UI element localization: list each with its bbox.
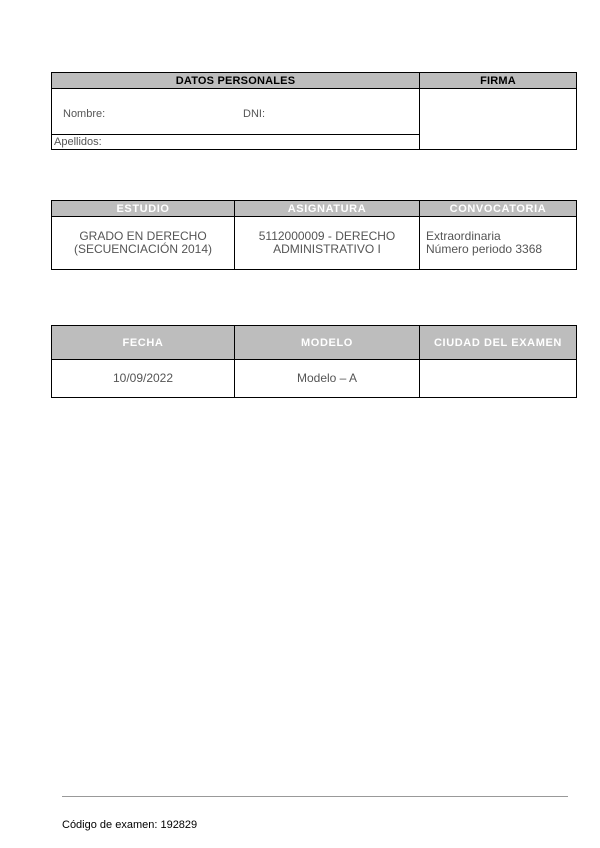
session-line-1: Extraordinaria	[426, 229, 501, 243]
exam-model: Modelo – A	[235, 360, 420, 398]
name-dni-cell	[52, 89, 420, 135]
signature-header: FIRMA	[420, 73, 577, 89]
exam-city-header: CIUDAD DEL EXAMEN	[420, 326, 577, 360]
name-label: Nombre:	[63, 108, 106, 120]
subject-header: ASIGNATURA	[235, 201, 420, 217]
subject-cell	[235, 217, 420, 270]
session-line-2: Número periodo 3368	[426, 242, 543, 256]
surname-label: Apellidos:	[52, 135, 420, 150]
exam-city[interactable]	[420, 360, 577, 398]
dni-label: DNI:	[243, 108, 265, 120]
footer-divider	[62, 796, 568, 797]
study-table	[51, 200, 577, 270]
degree-line-1: GRADO EN DERECHO	[79, 229, 207, 243]
exam-code: Código de examen: 192829	[62, 819, 198, 831]
degree-line-2: (SECUENCIACIÓN 2014)	[73, 242, 213, 256]
model-header: MODELO	[235, 326, 420, 360]
study-header: ESTUDIO	[52, 201, 235, 217]
degree-cell	[52, 217, 235, 270]
exam-date: 10/09/2022	[52, 360, 235, 398]
date-header: FECHA	[52, 326, 235, 360]
subject-line-1: 5112000009 - DERECHO	[258, 229, 396, 243]
session-header: CONVOCATORIA	[420, 201, 577, 217]
subject-line-2: ADMINISTRATIVO I	[273, 242, 381, 256]
session-cell	[420, 217, 577, 270]
personal-data-header: DATOS PERSONALES	[52, 73, 420, 89]
exam-table	[51, 325, 577, 398]
signature-box[interactable]	[420, 89, 577, 150]
personal-data-table	[51, 72, 577, 150]
